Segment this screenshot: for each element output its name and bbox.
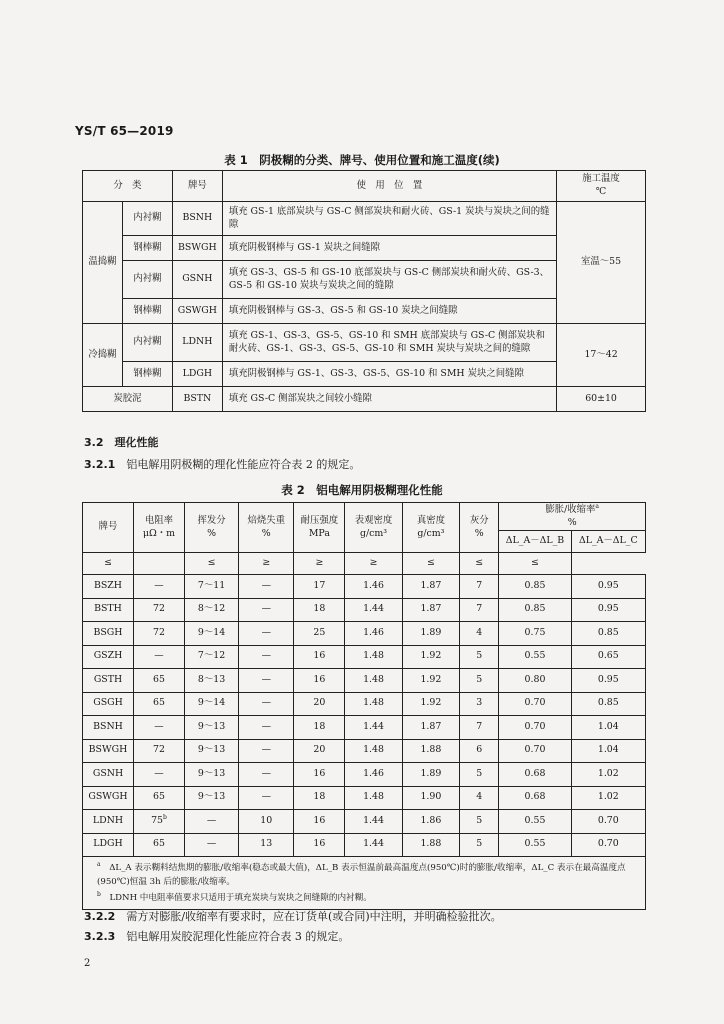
- t2-cell-str: 16: [294, 645, 345, 669]
- t1-sub: 内衬糊: [122, 202, 172, 236]
- t2-cell-brand: BSTH: [83, 598, 134, 622]
- t2-cell-burn: —: [239, 622, 294, 646]
- t1-brand: GSWGH: [172, 299, 222, 324]
- t1-brand: BSNH: [172, 202, 222, 236]
- t2-cell-app: 1.48: [345, 645, 402, 669]
- table-row: [83, 786, 646, 810]
- t2-cell-true: 1.92: [402, 645, 459, 669]
- t2-notes: [83, 857, 646, 910]
- t2-limits-row: [83, 553, 646, 575]
- table-row: [83, 202, 646, 236]
- t2-body: [83, 575, 646, 857]
- t2-cell-ac: 1.02: [571, 786, 645, 810]
- table-row: [83, 739, 646, 763]
- table1-header-row: [83, 171, 646, 202]
- note-a: $^a$ ΔL_A 表示糊料结焦期的膨胀/收缩率(稳态或最大值)，ΔL_B 表示恒温前最高温度点(950℃)时的膨胀/收缩率，ΔL_C 表示在最高温度点(950℃)恒温 3h 后的膨胀/收缩率。: [97, 861, 626, 888]
- page-number: 2: [84, 958, 91, 969]
- t2-cell-vol: 9～14: [184, 622, 238, 646]
- t2-limit: ≥: [345, 553, 402, 575]
- t1-use: 填充阴极钢棒与 GS-1、GS-3、GS-5、GS-10 和 SMH 炭块之间缝隙: [222, 362, 556, 387]
- table-row: [83, 575, 646, 599]
- t2-cell-burn: —: [239, 739, 294, 763]
- t2-cell-ac: 0.70: [571, 810, 645, 834]
- t1-brand: LDGH: [172, 362, 222, 387]
- t2-cell-ash: 5: [460, 645, 499, 669]
- t2-limit: [133, 553, 184, 575]
- t2-cell-res: —: [133, 716, 184, 740]
- t2-cell-str: 16: [294, 810, 345, 834]
- t2-cell-burn: —: [239, 645, 294, 669]
- t2-cell-ab: 0.85: [499, 575, 571, 599]
- t2-cell-ab: 0.70: [499, 692, 571, 716]
- t2-cell-brand: GSZH: [83, 645, 134, 669]
- t2-cell-vol: 9～13: [184, 786, 238, 810]
- t2-cell-true: 1.87: [402, 716, 459, 740]
- t2-h-truedensity: 真密度 g/cm³: [402, 503, 459, 553]
- t2-cell-ash: 5: [460, 810, 499, 834]
- t2-cell-str: 18: [294, 598, 345, 622]
- t2-cell-vol: 9～13: [184, 716, 238, 740]
- t2-cell-app: 1.48: [345, 692, 402, 716]
- t2-cell-res: 65: [133, 669, 184, 693]
- t1-h-category: 分 类: [83, 171, 173, 202]
- t2-cell-vol: —: [184, 833, 238, 857]
- t2-limit: ≤: [83, 553, 134, 575]
- section-3-2: 3.2 理化性能: [84, 436, 159, 449]
- t2-cell-true: 1.89: [402, 622, 459, 646]
- t2-cell-true: 1.87: [402, 598, 459, 622]
- t2-cell-ash: 7: [460, 575, 499, 599]
- t2-cell-ab: 0.80: [499, 669, 571, 693]
- t1-h-position: 使 用 位 置: [222, 171, 556, 202]
- t2-cell-ac: 0.95: [571, 669, 645, 693]
- table-row: [83, 833, 646, 857]
- t2-cell-str: 17: [294, 575, 345, 599]
- t2-cell-true: 1.90: [402, 786, 459, 810]
- t2-cell-true: 1.86: [402, 810, 459, 834]
- t2-cell-brand: BSZH: [83, 575, 134, 599]
- t2-cell-ash: 7: [460, 716, 499, 740]
- t2-cell-ab: 0.68: [499, 763, 571, 787]
- t2-cell-app: 1.46: [345, 575, 402, 599]
- t2-cell-true: 1.88: [402, 739, 459, 763]
- t1-h-brand: 牌号: [172, 171, 222, 202]
- t2-cell-ab: 0.68: [499, 786, 571, 810]
- t2-cell-app: 1.44: [345, 833, 402, 857]
- t2-h-ash: 灰分 %: [460, 503, 499, 553]
- t2-cell-ash: 6: [460, 739, 499, 763]
- t2-cell-res: —: [133, 645, 184, 669]
- t2-cell-str: 18: [294, 786, 345, 810]
- table-row: [83, 669, 646, 693]
- t2-limit: ≥: [294, 553, 345, 575]
- t2-cell-burn: 10: [239, 810, 294, 834]
- table-row: [83, 763, 646, 787]
- section-3-2-3: 3.2.3 铝电解用炭胶泥理化性能应符合表 3 的规定。: [84, 930, 350, 943]
- t2-cell-str: 16: [294, 833, 345, 857]
- t2-cell-str: 18: [294, 716, 345, 740]
- t2-cell-ac: 1.02: [571, 763, 645, 787]
- t2-h-dlac: ΔL_A－ΔL_C: [571, 531, 645, 553]
- standard-code: YS/T 65—2019: [75, 124, 174, 138]
- table-row: [83, 716, 646, 740]
- t2-cell-ab: 0.55: [499, 810, 571, 834]
- table-row: [83, 645, 646, 669]
- t2-cell-vol: 7～11: [184, 575, 238, 599]
- t2-header-row-1: [83, 503, 646, 531]
- t2-note-row: [83, 857, 646, 910]
- t1-temp-cold: 17～42: [557, 324, 646, 387]
- section-3-2-2: 3.2.2 需方对膨胀/收缩率有要求时，应在订货单(或合同)中注明，并明确检验批次。: [84, 910, 502, 923]
- t2-cell-app: 1.48: [345, 786, 402, 810]
- t2-h-resistivity: 电阻率 μΩ・m: [133, 503, 184, 553]
- t2-cell-ash: 5: [460, 763, 499, 787]
- table-row: [83, 387, 646, 412]
- t2-cell-brand: LDNH: [83, 810, 134, 834]
- t1-h-temp: 施工温度 ℃: [557, 171, 646, 202]
- t2-cell-str: 25: [294, 622, 345, 646]
- t2-cell-true: 1.87: [402, 575, 459, 599]
- t2-cell-res: —: [133, 763, 184, 787]
- t2-cell-res: 75$^b$: [133, 810, 184, 834]
- t2-limit: ≥: [239, 553, 294, 575]
- t2-cell-brand: GSWGH: [83, 786, 134, 810]
- t1-glue-name: 炭胶泥: [83, 387, 173, 412]
- t2-cell-brand: BSGH: [83, 622, 134, 646]
- table2: [82, 502, 646, 910]
- t2-h-dlab: ΔL_A－ΔL_B: [499, 531, 571, 553]
- t2-cell-ac: 0.70: [571, 833, 645, 857]
- t2-limit: ≤: [460, 553, 499, 575]
- t1-brand: BSWGH: [172, 236, 222, 261]
- t2-cell-app: 1.46: [345, 763, 402, 787]
- t2-cell-ash: 7: [460, 598, 499, 622]
- t2-cell-burn: —: [239, 716, 294, 740]
- t2-cell-vol: 9～13: [184, 763, 238, 787]
- table-row: [83, 324, 646, 362]
- t2-cell-brand: BSWGH: [83, 739, 134, 763]
- t2-cell-ab: 0.55: [499, 645, 571, 669]
- t2-cell-vol: 9～14: [184, 692, 238, 716]
- t1-sub: 内衬糊: [122, 261, 172, 299]
- section-3-2-1: 3.2.1 铝电解用阴极糊的理化性能应符合表 2 的规定。: [84, 458, 361, 471]
- t2-h-burnloss: 焙烧失重 %: [239, 503, 294, 553]
- t2-cell-app: 1.46: [345, 622, 402, 646]
- t2-cell-str: 16: [294, 669, 345, 693]
- t2-cell-app: 1.48: [345, 669, 402, 693]
- t2-cell-burn: 13: [239, 833, 294, 857]
- t1-brand: LDNH: [172, 324, 222, 362]
- t2-cell-brand: GSGH: [83, 692, 134, 716]
- t2-cell-ac: 0.65: [571, 645, 645, 669]
- t2-cell-vol: 8～13: [184, 669, 238, 693]
- t2-cell-ash: 5: [460, 669, 499, 693]
- t1-brand: GSNH: [172, 261, 222, 299]
- t2-cell-app: 1.48: [345, 739, 402, 763]
- t2-cell-true: 1.92: [402, 692, 459, 716]
- t2-cell-ac: 1.04: [571, 739, 645, 763]
- t1-glue-brand: BSTN: [172, 387, 222, 412]
- t2-cell-burn: —: [239, 575, 294, 599]
- t1-sub: 钢棒糊: [122, 299, 172, 324]
- t2-cell-res: 65: [133, 833, 184, 857]
- table2-caption: 表 2 铝电解用阴极糊理化性能: [281, 483, 443, 497]
- t2-cell-vol: 8～12: [184, 598, 238, 622]
- t1-sub: 钢棒糊: [122, 236, 172, 261]
- t2-cell-res: 72: [133, 598, 184, 622]
- t2-h-brand: 牌号: [83, 503, 134, 553]
- t2-cell-str: 20: [294, 692, 345, 716]
- t2-cell-res: 65: [133, 786, 184, 810]
- t2-cell-brand: BSNH: [83, 716, 134, 740]
- t2-cell-brand: GSTH: [83, 669, 134, 693]
- t2-cell-burn: —: [239, 692, 294, 716]
- t2-cell-res: 65: [133, 692, 184, 716]
- t2-cell-res: —: [133, 575, 184, 599]
- t2-cell-true: 1.92: [402, 669, 459, 693]
- t1-use: 填充 GS-1、GS-3、GS-5、GS-10 和 SMH 底部炭块与 GS-C 侧部炭块和耐火砖、GS-1、GS-3、GS-5、GS-10 和 SMH 炭块与炭块之间的缝隙: [222, 324, 556, 362]
- t2-cell-brand: GSNH: [83, 763, 134, 787]
- t2-cell-res: 72: [133, 739, 184, 763]
- t2-cell-brand: LDGH: [83, 833, 134, 857]
- t2-cell-ac: 0.95: [571, 598, 645, 622]
- table1-caption: 表 1 阴极糊的分类、牌号、使用位置和施工温度(续): [224, 153, 500, 167]
- t2-cell-ab: 0.70: [499, 716, 571, 740]
- t2-cell-true: 1.89: [402, 763, 459, 787]
- t2-cell-burn: —: [239, 598, 294, 622]
- t1-temp-warm: 室温～55: [557, 202, 646, 324]
- t2-cell-app: 1.44: [345, 716, 402, 740]
- t1-use: 填充 GS-3、GS-5 和 GS-10 底部炭块与 GS-C 侧部炭块和耐火砖、GS-3、GS-5 和 GS-10 炭块与炭块之间的缝隙: [222, 261, 556, 299]
- table-row: [83, 598, 646, 622]
- t2-cell-vol: —: [184, 810, 238, 834]
- t2-cell-app: 1.44: [345, 598, 402, 622]
- t2-cell-ab: 0.55: [499, 833, 571, 857]
- t1-use: 填充阴极钢棒与 GS-3、GS-5 和 GS-10 炭块之间缝隙: [222, 299, 556, 324]
- t2-cell-str: 20: [294, 739, 345, 763]
- t2-cell-burn: —: [239, 669, 294, 693]
- t1-sub: 内衬糊: [122, 324, 172, 362]
- t2-cell-ash: 5: [460, 833, 499, 857]
- t1-use: 填充 GS-1 底部炭块与 GS-C 侧部炭块和耐火砖、GS-1 炭块与炭块之间的缝隙: [222, 202, 556, 236]
- t2-limit: ≤: [499, 553, 571, 575]
- t2-cell-ash: 4: [460, 622, 499, 646]
- t1-group-cold: 冷捣糊: [83, 324, 123, 387]
- t2-cell-ab: 0.70: [499, 739, 571, 763]
- t2-cell-burn: —: [239, 786, 294, 810]
- t2-cell-burn: —: [239, 763, 294, 787]
- t2-cell-ac: 0.85: [571, 622, 645, 646]
- t2-h-expansion: 膨胀/收缩率$^a$ %: [499, 503, 646, 531]
- table-row: [83, 810, 646, 834]
- t1-sub: 钢棒糊: [122, 362, 172, 387]
- t2-h-volatile: 挥发分 %: [184, 503, 238, 553]
- t2-cell-vol: 9～13: [184, 739, 238, 763]
- t2-cell-ab: 0.75: [499, 622, 571, 646]
- t2-cell-ac: 0.95: [571, 575, 645, 599]
- t2-cell-ash: 3: [460, 692, 499, 716]
- t2-cell-ac: 0.85: [571, 692, 645, 716]
- note-b: $^b$ LDNH 中电阻率值要求只适用于填充炭块与炭块之间缝隙的内衬糊。: [97, 891, 372, 903]
- t2-cell-vol: 7～12: [184, 645, 238, 669]
- t1-glue-temp: 60±10: [557, 387, 646, 412]
- table1: [82, 170, 646, 412]
- t2-cell-str: 16: [294, 763, 345, 787]
- table-row: [83, 692, 646, 716]
- t2-cell-res: 72: [133, 622, 184, 646]
- t2-h-appdensity: 表观密度 g/cm³: [345, 503, 402, 553]
- t2-cell-ab: 0.85: [499, 598, 571, 622]
- t2-cell-ac: 1.04: [571, 716, 645, 740]
- t1-group-warm: 温捣糊: [83, 202, 123, 324]
- t1-use: 填充阴极钢棒与 GS-1 炭块之间缝隙: [222, 236, 556, 261]
- t2-limit: ≤: [402, 553, 459, 575]
- table-row: [83, 622, 646, 646]
- t2-cell-app: 1.44: [345, 810, 402, 834]
- t2-cell-ash: 4: [460, 786, 499, 810]
- t2-cell-true: 1.88: [402, 833, 459, 857]
- t1-glue-use: 填充 GS-C 侧部炭块之间较小缝隙: [222, 387, 556, 412]
- t2-limit: ≤: [184, 553, 238, 575]
- t2-h-strength: 耐压强度 MPa: [294, 503, 345, 553]
